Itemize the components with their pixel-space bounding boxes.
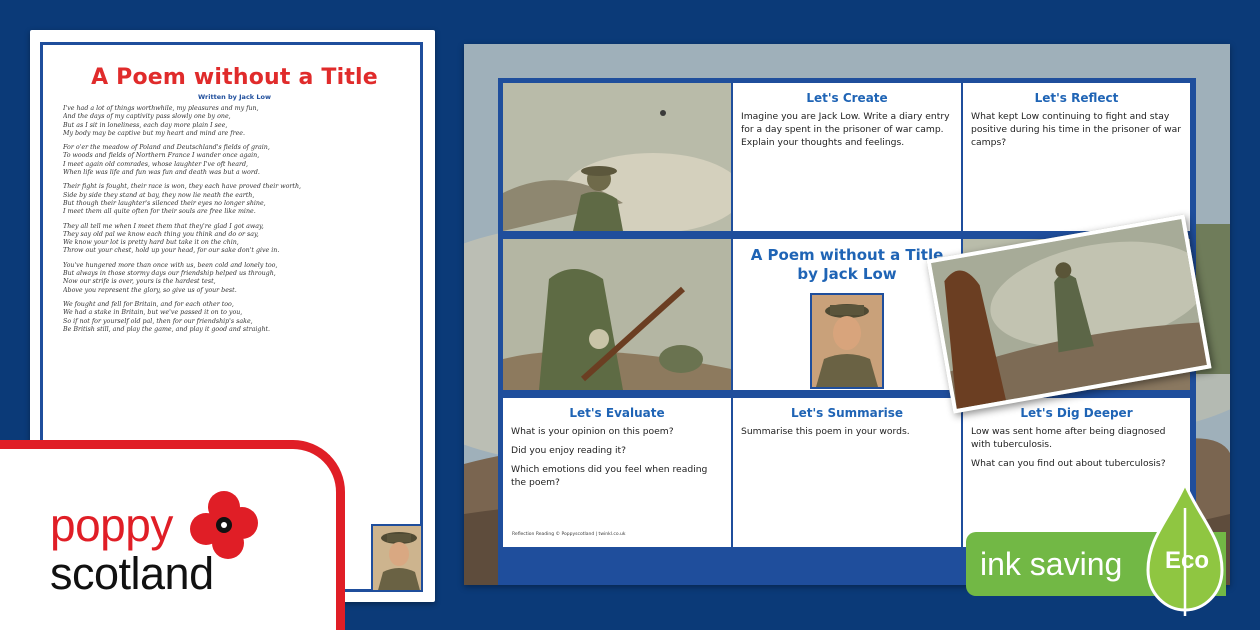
lets-create-card [733, 83, 961, 231]
scene-picture-middle-left [503, 239, 731, 390]
lets-summarise-heading: Let's Summarise [790, 406, 904, 420]
lets-reflect-heading: Let's Reflect [1034, 91, 1119, 105]
soldier-advancing-icon [503, 83, 731, 231]
poem-line: Their fight is fought, their race is won, they each have proved their worth, [63, 183, 302, 191]
poem-line: Now our strife is over, yours is the hardest test, [63, 278, 216, 286]
poem-line: Be British still, and play the game, and play it good and straight. [63, 325, 271, 333]
logo-word-scotland: scotland [50, 548, 214, 599]
lets-create-heading: Let's Create [806, 91, 888, 105]
lets-summarise-text: Summarise this poem in your words. [741, 426, 910, 437]
poem-line: To woods and fields of Northern France I wander once again, [63, 152, 260, 160]
poem-line: So if not for yourself old pal, then for our friendship's sake, [63, 317, 253, 325]
poem-stanza [63, 223, 406, 256]
poem-line: I meet again old comrades, whose laughter I've oft heard, [63, 160, 249, 168]
jack-low-portrait [810, 293, 884, 389]
lets-evaluate-card [503, 398, 731, 547]
poem-stanza [63, 144, 406, 177]
scene-picture-top-left [503, 83, 731, 231]
poem-line: But as I sit in loneliness, each day more plain I see, [63, 121, 228, 129]
ink-saving-label: ink saving [980, 546, 1123, 582]
poem-stanza [63, 183, 406, 216]
lets-evaluate-line: Did you enjoy reading it? [511, 445, 627, 456]
poem-line: And the days of my captivity pass slowly one by one, [63, 113, 231, 121]
poem-line: Throw out your chest, hold up your head, for our sake don't give in. [63, 247, 280, 255]
poem-portrait-photo [371, 524, 423, 592]
board-credit: Reflection Reading © Poppyscotland | twinkl.co.uk [512, 532, 626, 537]
poem-stanza [63, 262, 406, 295]
poem-line: I've had a lot of things worthwhile, my pleasures and my fun, [63, 105, 259, 112]
poem-line: Side by side they stand at bay, they now lie neath the earth, [63, 191, 255, 199]
poem-line [63, 348, 406, 356]
lets-reflect-text: What kept Low continuing to fight and stay positive during his time in the prisoner of war camps? [971, 111, 1182, 148]
poem-byline: Written by Jack Low [197, 93, 271, 101]
poppy-flower-icon [188, 489, 260, 561]
soldier-portrait-icon [373, 526, 423, 592]
poem-line: My body may be captive but my heart and mind are free. [63, 129, 246, 137]
lets-dig-deeper-line: Low was sent home after being diagnosed with tuberculosis. [971, 426, 1166, 450]
poem-title: A Poem without a Title [91, 65, 378, 90]
poem-line: For o'er the meadow of Poland and Deutschland's fields of grain, [63, 144, 270, 152]
poem-line: You've hungered more than once with us, been cold and lonely too, [63, 261, 278, 269]
poem-stanza [63, 301, 406, 334]
poppyscotland-logo-badge [0, 440, 345, 630]
lets-reflect-card [963, 83, 1190, 231]
poem-line: But though their laughter's silenced their eyes no longer shine, [63, 199, 266, 207]
lets-evaluate-line: Which emotions did you feel when reading the poem? [511, 464, 708, 488]
poem-line [63, 357, 406, 365]
lets-evaluate-line: What is your opinion on this poem? [511, 426, 674, 437]
poem-line: They say old pal we know each thing you think and do or say, [63, 230, 259, 238]
lets-create-text: Imagine you are Jack Low. Write a diary entry for a day spent in the prisoner of war camp. Explain your thoughts and feelings. [741, 111, 950, 148]
soldier-with-rifle-icon [503, 239, 731, 390]
lets-evaluate-heading: Let's Evaluate [569, 406, 665, 420]
poem-line: We know your lot is pretty hard but take it on the chin, [63, 239, 239, 247]
lets-summarise-card [733, 398, 961, 547]
poem-line: We had a stake in Britain, but we've passed it on to you, [63, 309, 243, 317]
lets-dig-deeper-line: What can you find out about tuberculosis? [971, 458, 1166, 469]
poem-line: We fought and fell for Britain, and for each other too, [63, 300, 234, 308]
poem-line: But always in those stormy days our friendship helped us through, [63, 270, 276, 278]
poem-line [63, 365, 406, 373]
poem-line: I meet them all quite often for their souls are free like mine. [63, 208, 256, 216]
poem-line [63, 340, 406, 348]
poem-line: They all tell me when I meet them that they're glad I got away, [63, 222, 264, 230]
board-poem-title: A Poem without a Title [750, 246, 944, 264]
eco-label: Eco [1164, 547, 1209, 574]
poem-line: When life was life and fun was fun and death was but a word. [63, 169, 260, 177]
poem-line: Above you represent the glory, so give us of your best. [63, 286, 237, 294]
poem-body [63, 105, 406, 373]
logo-word-poppy: poppy [50, 499, 173, 551]
poem-stanza [63, 340, 406, 373]
board-poem-author: by Jack Low [797, 265, 897, 283]
soldier-portrait-icon [812, 295, 882, 387]
poem-stanza [63, 105, 406, 138]
lets-dig-deeper-heading: Let's Dig Deeper [1020, 406, 1133, 420]
